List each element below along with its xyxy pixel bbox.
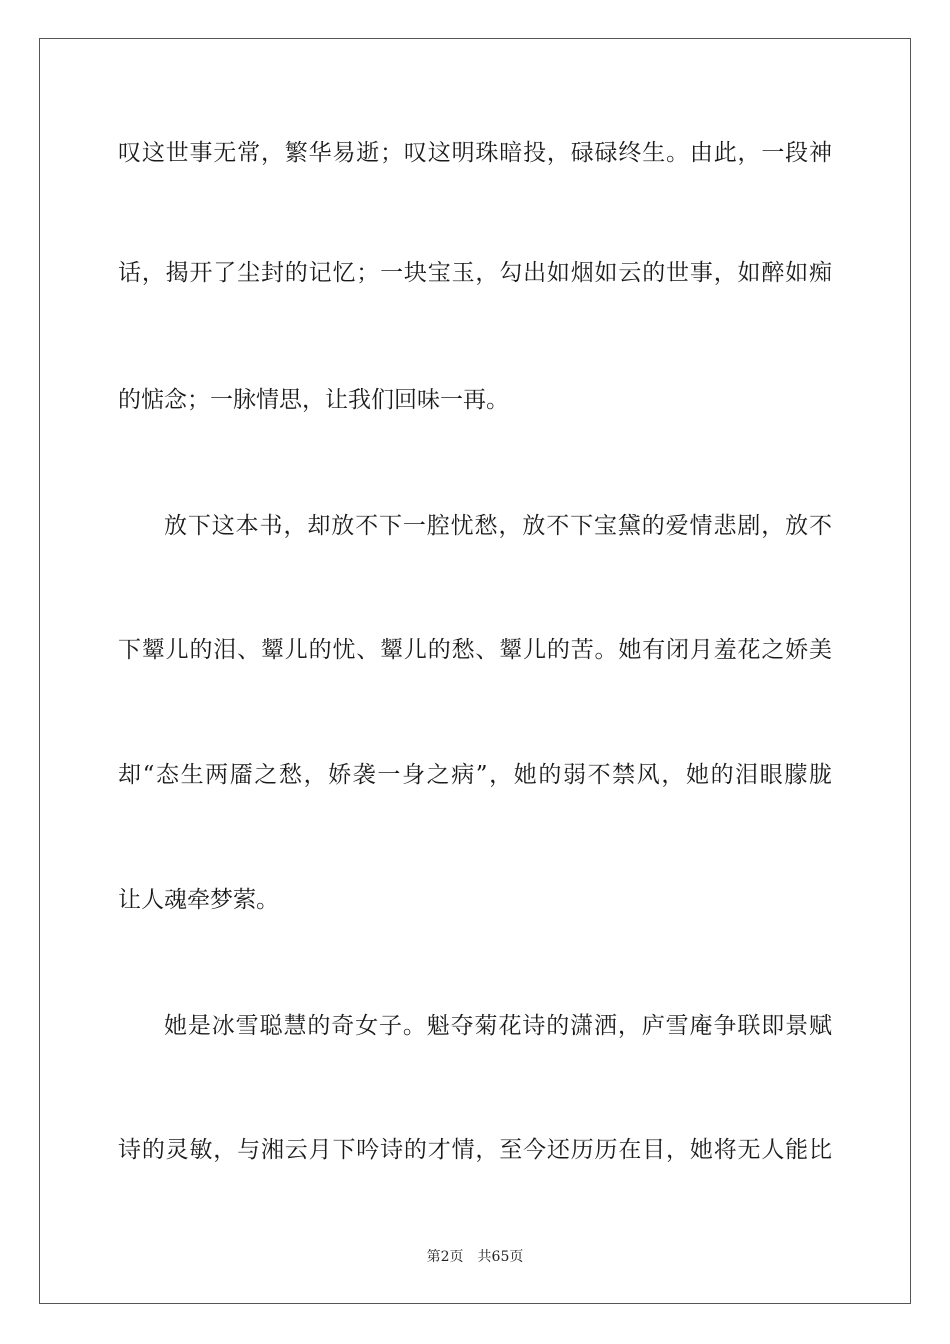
text-line: 让人魂牵梦萦。 — [118, 887, 279, 913]
text-line: 叹这世事无常，繁华易逝；叹这明珠暗投，碌碌终生。由此，一段神 — [118, 140, 832, 166]
text-line: 的惦念；一脉情思，让我们回味一再。 — [118, 387, 509, 413]
text-line: 她是冰雪聪慧的奇女子。魁夺菊花诗的潇洒，庐雪庵争联即景赋 — [164, 1013, 832, 1039]
text-line: 诗的灵敏，与湘云月下吟诗的才情，至今还历历在目，她将无人能比 — [118, 1137, 832, 1163]
page-border — [39, 38, 911, 1304]
page-footer — [0, 1248, 950, 1266]
page-total: 共65页 — [477, 1249, 524, 1265]
text-line: 却“态生两靥之愁，娇袭一身之病”，她的弱不禁风，她的泪眼朦胧 — [118, 762, 832, 788]
page-number: 第2页 — [426, 1249, 464, 1265]
text-line: 放下这本书，却放不下一腔忧愁，放不下宝黛的爱情悲剧，放不 — [164, 513, 832, 539]
text-line: 话，揭开了尘封的记忆；一块宝玉，勾出如烟如云的世事，如醉如痴 — [118, 260, 832, 286]
text-line: 下颦儿的泪、颦儿的忧、颦儿的愁、颦儿的苦。她有闭月羞花之娇美 — [118, 637, 832, 663]
